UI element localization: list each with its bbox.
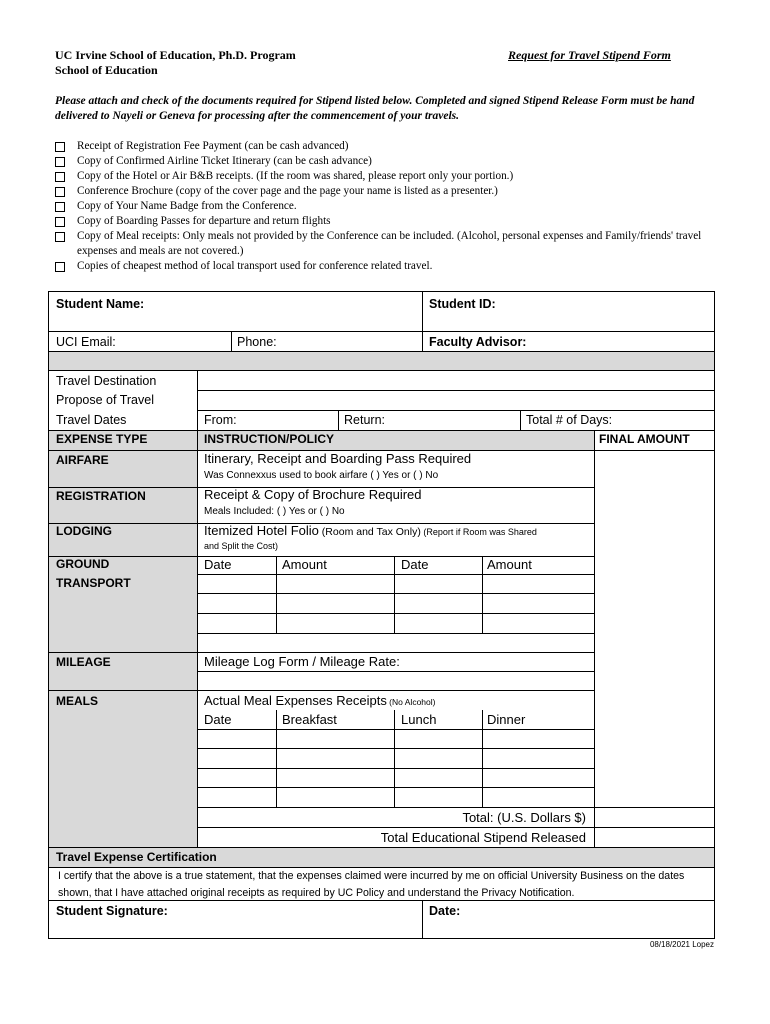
grey-separator [49, 351, 714, 370]
meals-lunch-header: Lunch [401, 712, 437, 727]
faculty-advisor-label: Faculty Advisor: [429, 335, 527, 349]
ground-amount-header-2: Amount [487, 557, 532, 572]
expense-type-column [49, 450, 197, 847]
organization-header [55, 48, 296, 78]
org-line-2: School of Education [55, 63, 158, 77]
document-checklist [55, 139, 725, 274]
lodging-label: LODGING [56, 524, 112, 538]
registration-requirement: Receipt & Copy of Brochure Required [204, 487, 422, 502]
checkbox[interactable] [55, 217, 65, 227]
ground-date-header-2: Date [401, 557, 429, 572]
expense-type-header: EXPENSE TYPE [56, 432, 148, 446]
mileage-label: MILEAGE [56, 655, 111, 669]
org-line-1: UC Irvine School of Education, Ph.D. Program [55, 48, 296, 62]
checklist-item[interactable]: Conference Brochure (copy of the cover page and the page your name is listed as a presenter.) [55, 184, 725, 199]
signature-date-label: Date: [429, 904, 461, 918]
student-signature-label: Student Signature: [56, 904, 168, 918]
certification-statement: I certify that the above is a true statement, that the expenses claimed were incurred by me on official University Business on the dates shown, that I have attached original receipts as required by UC Policy and understand the Privacy Notification. [58, 870, 685, 899]
checklist-item[interactable]: Copy of Boarding Passes for departure and return flights [55, 214, 725, 229]
airfare-requirement: Itinerary, Receipt and Boarding Pass Required [204, 451, 472, 466]
checkbox[interactable] [55, 157, 65, 167]
mileage-requirement: Mileage Log Form / Mileage Rate: [204, 654, 400, 669]
checklist-item[interactable]: Copy of Confirmed Airline Ticket Itinerary (can be cash advance) [55, 154, 725, 169]
travel-destination-label: Travel Destination [56, 374, 157, 388]
student-name-label: Student Name: [56, 297, 145, 311]
student-name-field[interactable] [197, 293, 419, 330]
meals-label: MEALS [56, 694, 98, 708]
total-usd-label: Total: (U.S. Dollars $) [462, 810, 586, 825]
checklist-item[interactable]: Receipt of Registration Fee Payment (can be cash advanced) [55, 139, 725, 154]
total-stipend-label: Total Educational Stipend Released [380, 830, 586, 845]
registration-label: REGISTRATION [56, 489, 146, 503]
travel-destination-field[interactable] [199, 372, 712, 389]
propose-of-travel-field[interactable] [199, 392, 712, 409]
ground-amount-header: Amount [282, 557, 327, 572]
form-title: Request for Travel Stipend Form [508, 48, 671, 62]
checkbox[interactable] [55, 172, 65, 182]
meals-dinner-header: Dinner [487, 712, 526, 727]
certification-title: Travel Expense Certification [56, 850, 217, 864]
signature-date-field[interactable] [469, 902, 709, 936]
airfare-connexxus-question: Was Connexxus used to book airfare ( ) Yes or ( ) No [204, 470, 439, 481]
instruction-policy-header: INSTRUCTION/POLICY [204, 432, 335, 446]
checklist-item[interactable]: Copy of Meal receipts: Only meals not provided by the Conference can be included. (Alcohol, personal expenses and Family/friends' travel expenses and meals are not covered.) [55, 229, 725, 259]
footer-revision: 08/18/2021 Lopez [649, 940, 714, 949]
travel-dates-label: Travel Dates [56, 413, 127, 427]
total-days-label: Total # of Days: [526, 413, 613, 427]
lodging-requirement-cont: and Split the Cost) [204, 541, 279, 551]
student-signature-field[interactable] [179, 902, 419, 936]
checkbox[interactable] [55, 232, 65, 242]
phone-label: Phone: [237, 335, 277, 349]
ground-date-header: Date [204, 557, 232, 572]
uci-email-label: UCI Email: [56, 335, 116, 349]
checklist-item[interactable]: Copy of Your Name Badge from the Conference. [55, 199, 725, 214]
ground-label: GROUND [56, 557, 110, 571]
meals-date-header: Date [204, 712, 232, 727]
checkbox[interactable] [55, 262, 65, 272]
propose-of-travel-label: Propose of Travel [56, 393, 154, 407]
checkbox[interactable] [55, 142, 65, 152]
student-id-field[interactable] [504, 293, 709, 330]
meals-requirement: Actual Meal Expenses Receipts (No Alcohol) [204, 693, 436, 708]
checkbox[interactable] [55, 202, 65, 212]
lodging-requirement: Itemized Hotel Folio (Room and Tax Only) (Report if Room was Shared [204, 523, 537, 538]
from-label: From: [204, 413, 237, 427]
meals-breakfast-header: Breakfast [282, 712, 337, 727]
airfare-label: AIRFARE [56, 453, 109, 467]
student-id-label: Student ID: [429, 297, 496, 311]
return-label: Return: [344, 413, 385, 427]
transport-label: TRANSPORT [56, 576, 131, 590]
travel-stipend-form [48, 291, 715, 939]
intro-instructions: Please attach and check of the documents required for Stipend listed below. Completed and signed Stipend Release Form must be hand delivered to Nayeli or Geneva for processing after the commencement of your travels. [55, 95, 695, 122]
meals-included-question: Meals Included: ( ) Yes or ( ) No [204, 506, 345, 517]
checklist-item[interactable]: Copy of the Hotel or Air B&B receipts. (If the room was shared, please report only your portion.) [55, 169, 725, 184]
final-amount-header: FINAL AMOUNT [599, 432, 690, 446]
checkbox[interactable] [55, 187, 65, 197]
checklist-item[interactable]: Copies of cheapest method of local transport used for conference related travel. [55, 259, 725, 274]
